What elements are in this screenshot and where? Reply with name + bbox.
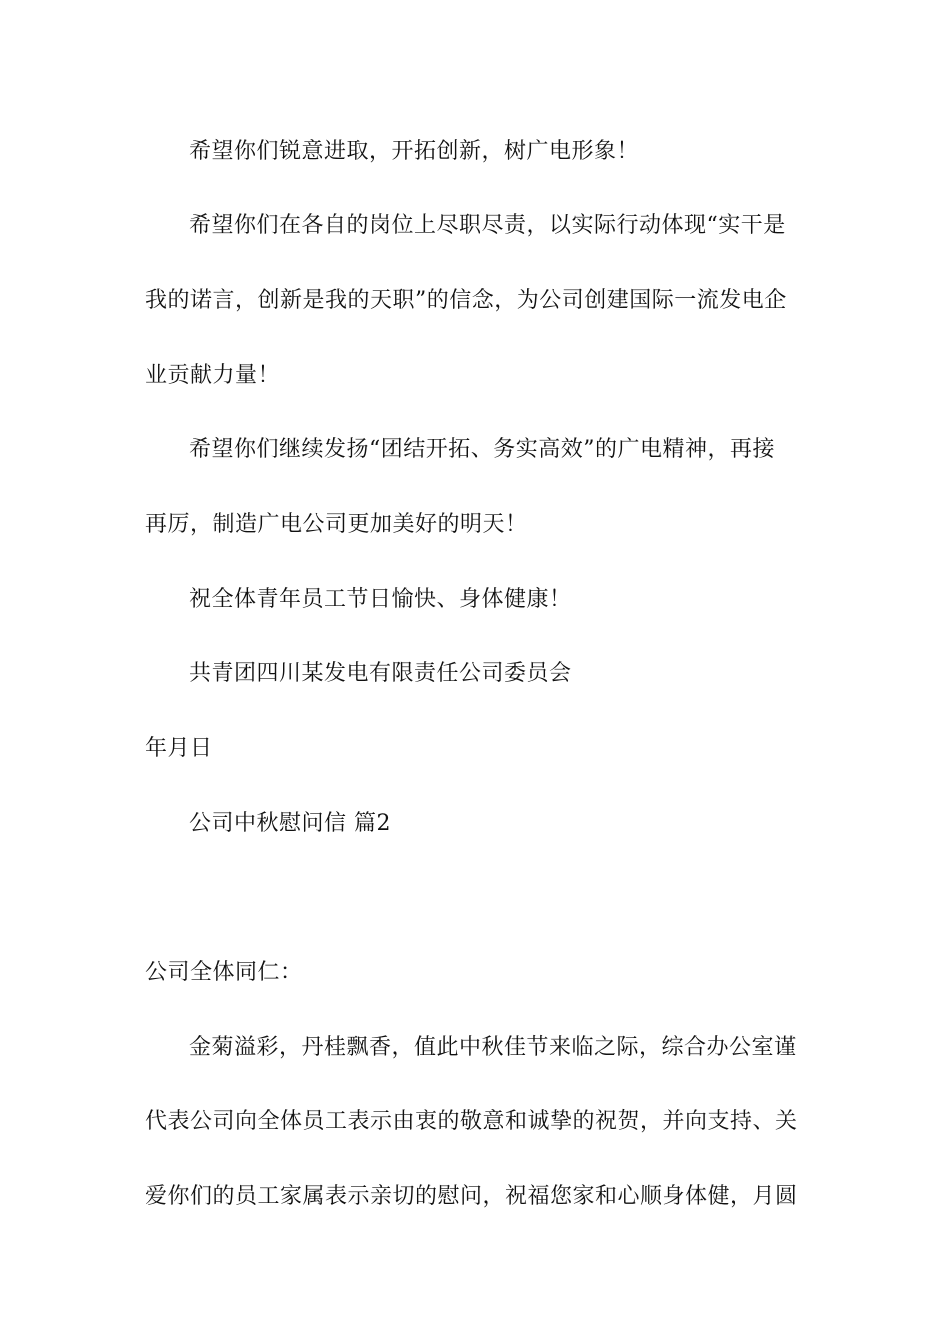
paragraph-line: 祝全体青年员工节日愉快、身体健康！ (189, 587, 572, 612)
paragraph-line: 业贡献力量！ (145, 363, 281, 388)
paragraph-line: 再厉，制造广电公司更加美好的明天！ (145, 512, 528, 537)
paragraph-line: 爱你们的员工家属表示亲切的慰问，祝福您家和心顺身体健，月圆 (145, 1184, 798, 1209)
salutation: 公司全体同仁： (145, 960, 303, 985)
section-heading: 公司中秋慰问信 篇2 (189, 811, 391, 836)
paragraph-line: 希望你们继续发扬“团结开拓、务实高效”的广电精神，再接 (189, 437, 775, 462)
paragraph-line: 代表公司向全体员工表示由衷的敬意和诚挚的祝贺，并向支持、关 (145, 1109, 798, 1134)
signature-organization: 共青团四川某发电有限责任公司委员会 (189, 661, 572, 686)
paragraph-line: 希望你们在各自的岗位上尽职尽责，以实际行动体现“实干是 (189, 213, 786, 238)
paragraph-line: 希望你们锐意进取，开拓创新，树广电形象！ (189, 139, 640, 164)
paragraph-line: 我的诺言，创新是我的天职”的信念，为公司创建国际一流发电企 (145, 288, 787, 313)
paragraph-line: 金菊溢彩，丹桂飘香，值此中秋佳节来临之际，综合办公室谨 (189, 1035, 797, 1060)
signature-date: 年月日 (145, 736, 213, 761)
